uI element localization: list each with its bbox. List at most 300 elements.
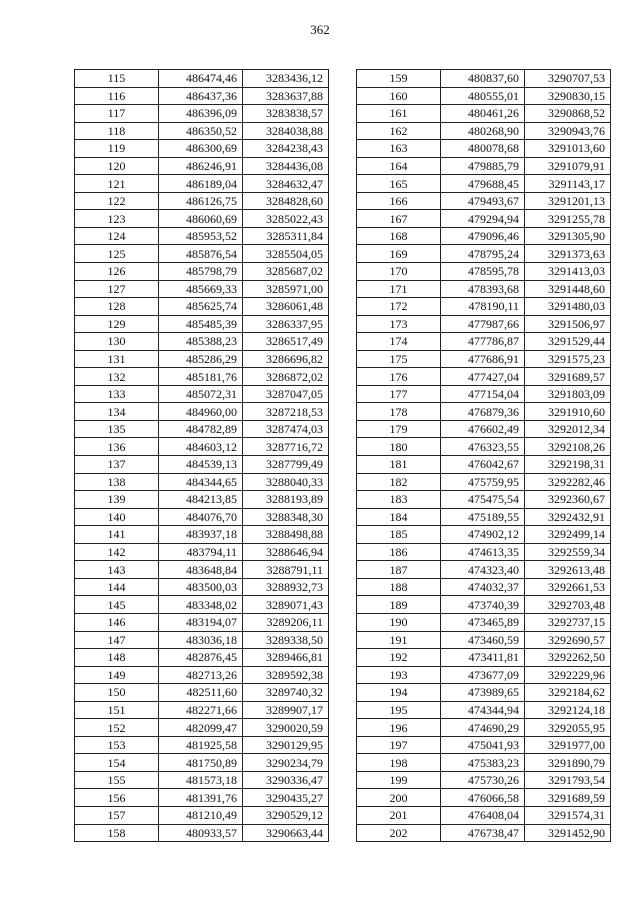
point-number-cell: 154 [75,754,159,772]
x-coordinate-cell: 481391,76 [159,789,243,807]
table-row [357,543,611,561]
table-row [75,420,329,438]
y-coordinate-cell: 3290868,52 [525,105,611,123]
x-coordinate-cell: 480268,90 [441,122,525,140]
x-coordinate-cell: 480933,57 [159,824,243,842]
table-row [357,806,611,824]
table-row [75,192,329,210]
table-row [357,385,611,403]
y-coordinate-cell: 3292613,48 [525,561,611,579]
point-number-cell: 196 [357,719,441,737]
y-coordinate-cell: 3284436,08 [243,157,329,175]
point-number-cell: 137 [75,456,159,474]
x-coordinate-cell: 473989,65 [441,684,525,702]
y-coordinate-cell: 3291506,97 [525,315,611,333]
table-row [357,456,611,474]
x-coordinate-cell: 480078,68 [441,140,525,158]
point-number-cell: 122 [75,192,159,210]
table-row [75,403,329,421]
x-coordinate-cell: 479294,94 [441,210,525,228]
x-coordinate-cell: 478393,68 [441,280,525,298]
x-coordinate-cell: 475730,26 [441,771,525,789]
point-number-cell: 136 [75,438,159,456]
point-number-cell: 129 [75,315,159,333]
y-coordinate-cell: 3292360,67 [525,491,611,509]
x-coordinate-cell: 484539,13 [159,456,243,474]
y-coordinate-cell: 3292432,91 [525,508,611,526]
x-coordinate-cell: 473740,39 [441,596,525,614]
point-number-cell: 177 [357,385,441,403]
coordinates-table-left [74,69,329,842]
y-coordinate-cell: 3292198,31 [525,456,611,474]
y-coordinate-cell: 3291803,09 [525,385,611,403]
table-row [357,175,611,193]
table-row [357,473,611,491]
table-row [75,806,329,824]
x-coordinate-cell: 485669,33 [159,280,243,298]
table-row [75,227,329,245]
point-number-cell: 132 [75,368,159,386]
x-coordinate-cell: 484960,00 [159,403,243,421]
x-coordinate-cell: 485798,79 [159,263,243,281]
point-number-cell: 153 [75,736,159,754]
table-row [75,543,329,561]
y-coordinate-cell: 3291529,44 [525,333,611,351]
y-coordinate-cell: 3292737,15 [525,613,611,631]
table-row [357,701,611,719]
x-coordinate-cell: 475189,55 [441,508,525,526]
y-coordinate-cell: 3290336,47 [243,771,329,789]
point-number-cell: 150 [75,684,159,702]
y-coordinate-cell: 3291452,90 [525,824,611,842]
y-coordinate-cell: 3291413,03 [525,263,611,281]
y-coordinate-cell: 3284038,88 [243,122,329,140]
y-coordinate-cell: 3289592,38 [243,666,329,684]
table-row [357,157,611,175]
table-row [75,701,329,719]
x-coordinate-cell: 486350,52 [159,122,243,140]
table-row [75,280,329,298]
x-coordinate-cell: 473677,09 [441,666,525,684]
point-number-cell: 184 [357,508,441,526]
y-coordinate-cell: 3290663,44 [243,824,329,842]
point-number-cell: 187 [357,561,441,579]
y-coordinate-cell: 3290943,76 [525,122,611,140]
y-coordinate-cell: 3288932,73 [243,578,329,596]
x-coordinate-cell: 480461,26 [441,105,525,123]
x-coordinate-cell: 476066,58 [441,789,525,807]
table-row [357,631,611,649]
y-coordinate-cell: 3292229,96 [525,666,611,684]
y-coordinate-cell: 3284238,43 [243,140,329,158]
x-coordinate-cell: 485625,74 [159,298,243,316]
x-coordinate-cell: 483500,03 [159,578,243,596]
point-number-cell: 182 [357,473,441,491]
y-coordinate-cell: 3288193,89 [243,491,329,509]
table-row [75,456,329,474]
table-row [357,70,611,88]
x-coordinate-cell: 483937,18 [159,526,243,544]
x-coordinate-cell: 481210,49 [159,806,243,824]
table-row [75,210,329,228]
point-number-cell: 186 [357,543,441,561]
x-coordinate-cell: 480555,01 [441,87,525,105]
point-number-cell: 174 [357,333,441,351]
table-row [75,385,329,403]
point-number-cell: 125 [75,245,159,263]
x-coordinate-cell: 482713,26 [159,666,243,684]
point-number-cell: 159 [357,70,441,88]
point-number-cell: 143 [75,561,159,579]
y-coordinate-cell: 3291143,17 [525,175,611,193]
y-coordinate-cell: 3291255,78 [525,210,611,228]
point-number-cell: 145 [75,596,159,614]
x-coordinate-cell: 475041,93 [441,736,525,754]
point-number-cell: 123 [75,210,159,228]
y-coordinate-cell: 3292703,48 [525,596,611,614]
y-coordinate-cell: 3290435,27 [243,789,329,807]
point-number-cell: 144 [75,578,159,596]
point-number-cell: 149 [75,666,159,684]
table-row [75,122,329,140]
table-row [75,473,329,491]
table-row [357,210,611,228]
x-coordinate-cell: 478795,24 [441,245,525,263]
y-coordinate-cell: 3286517,49 [243,333,329,351]
x-coordinate-cell: 474323,40 [441,561,525,579]
point-number-cell: 194 [357,684,441,702]
point-number-cell: 135 [75,420,159,438]
table-row [357,105,611,123]
y-coordinate-cell: 3289740,32 [243,684,329,702]
point-number-cell: 199 [357,771,441,789]
table-row [357,613,611,631]
point-number-cell: 178 [357,403,441,421]
table-row [357,192,611,210]
point-number-cell: 164 [357,157,441,175]
table-row [357,666,611,684]
y-coordinate-cell: 3291373,63 [525,245,611,263]
table-row [75,526,329,544]
point-number-cell: 117 [75,105,159,123]
y-coordinate-cell: 3291977,00 [525,736,611,754]
y-coordinate-cell: 3286872,02 [243,368,329,386]
point-number-cell: 142 [75,543,159,561]
point-number-cell: 170 [357,263,441,281]
x-coordinate-cell: 483794,11 [159,543,243,561]
y-coordinate-cell: 3291480,03 [525,298,611,316]
table-row [75,631,329,649]
y-coordinate-cell: 3288348,30 [243,508,329,526]
y-coordinate-cell: 3288040,33 [243,473,329,491]
point-number-cell: 131 [75,350,159,368]
x-coordinate-cell: 477154,04 [441,385,525,403]
x-coordinate-cell: 476042,67 [441,456,525,474]
x-coordinate-cell: 483194,07 [159,613,243,631]
point-number-cell: 201 [357,806,441,824]
y-coordinate-cell: 3289466,81 [243,649,329,667]
x-coordinate-cell: 486300,69 [159,140,243,158]
x-coordinate-cell: 482876,45 [159,649,243,667]
y-coordinate-cell: 3287474,03 [243,420,329,438]
table-row [357,438,611,456]
x-coordinate-cell: 475475,54 [441,491,525,509]
y-coordinate-cell: 3286337,95 [243,315,329,333]
y-coordinate-cell: 3292262,50 [525,649,611,667]
point-number-cell: 124 [75,227,159,245]
point-number-cell: 116 [75,87,159,105]
y-coordinate-cell: 3289206,11 [243,613,329,631]
table-row [75,157,329,175]
x-coordinate-cell: 483648,84 [159,561,243,579]
y-coordinate-cell: 3291574,31 [525,806,611,824]
coordinates-table-right [356,69,611,842]
table-row [75,140,329,158]
x-coordinate-cell: 485181,76 [159,368,243,386]
point-number-cell: 166 [357,192,441,210]
point-number-cell: 119 [75,140,159,158]
table-row [75,684,329,702]
x-coordinate-cell: 475759,95 [441,473,525,491]
table-row [75,245,329,263]
x-coordinate-cell: 475383,23 [441,754,525,772]
x-coordinate-cell: 476738,47 [441,824,525,842]
point-number-cell: 152 [75,719,159,737]
point-number-cell: 193 [357,666,441,684]
table-row [75,736,329,754]
y-coordinate-cell: 3292282,46 [525,473,611,491]
x-coordinate-cell: 481573,18 [159,771,243,789]
x-coordinate-cell: 476879,36 [441,403,525,421]
x-coordinate-cell: 485072,31 [159,385,243,403]
point-number-cell: 118 [75,122,159,140]
y-coordinate-cell: 3283838,57 [243,105,329,123]
y-coordinate-cell: 3283637,88 [243,87,329,105]
x-coordinate-cell: 476323,55 [441,438,525,456]
y-coordinate-cell: 3290020,59 [243,719,329,737]
x-coordinate-cell: 480837,60 [441,70,525,88]
y-coordinate-cell: 3284828,60 [243,192,329,210]
point-number-cell: 173 [357,315,441,333]
table-row [75,315,329,333]
x-coordinate-cell: 485388,23 [159,333,243,351]
point-number-cell: 171 [357,280,441,298]
x-coordinate-cell: 476408,04 [441,806,525,824]
table-row [357,350,611,368]
x-coordinate-cell: 484213,85 [159,491,243,509]
point-number-cell: 127 [75,280,159,298]
y-coordinate-cell: 3289907,17 [243,701,329,719]
y-coordinate-cell: 3287799,49 [243,456,329,474]
table-row [357,315,611,333]
y-coordinate-cell: 3285504,05 [243,245,329,263]
table-row [75,333,329,351]
y-coordinate-cell: 3291079,91 [525,157,611,175]
table-row [357,245,611,263]
x-coordinate-cell: 486246,91 [159,157,243,175]
point-number-cell: 138 [75,473,159,491]
table-row [75,596,329,614]
point-number-cell: 140 [75,508,159,526]
point-number-cell: 162 [357,122,441,140]
x-coordinate-cell: 481925,58 [159,736,243,754]
point-number-cell: 120 [75,157,159,175]
table-row [357,122,611,140]
point-number-cell: 151 [75,701,159,719]
point-number-cell: 156 [75,789,159,807]
table-row [357,491,611,509]
table-row [75,105,329,123]
table-row [75,719,329,737]
point-number-cell: 167 [357,210,441,228]
x-coordinate-cell: 479096,46 [441,227,525,245]
point-number-cell: 192 [357,649,441,667]
y-coordinate-cell: 3291201,13 [525,192,611,210]
point-number-cell: 126 [75,263,159,281]
y-coordinate-cell: 3292124,18 [525,701,611,719]
x-coordinate-cell: 478595,78 [441,263,525,281]
point-number-cell: 158 [75,824,159,842]
table-row [75,438,329,456]
table-row [357,298,611,316]
y-coordinate-cell: 3292661,53 [525,578,611,596]
x-coordinate-cell: 484344,65 [159,473,243,491]
table-row [75,754,329,772]
x-coordinate-cell: 484603,12 [159,438,243,456]
point-number-cell: 130 [75,333,159,351]
y-coordinate-cell: 3292499,14 [525,526,611,544]
point-number-cell: 200 [357,789,441,807]
x-coordinate-cell: 482271,66 [159,701,243,719]
x-coordinate-cell: 474344,94 [441,701,525,719]
table-row [357,403,611,421]
point-number-cell: 185 [357,526,441,544]
point-number-cell: 148 [75,649,159,667]
y-coordinate-cell: 3291689,59 [525,789,611,807]
table-row [357,596,611,614]
point-number-cell: 163 [357,140,441,158]
x-coordinate-cell: 474613,35 [441,543,525,561]
point-number-cell: 165 [357,175,441,193]
table-row [357,754,611,772]
x-coordinate-cell: 485286,29 [159,350,243,368]
point-number-cell: 139 [75,491,159,509]
table-row [357,140,611,158]
table-row [357,719,611,737]
x-coordinate-cell: 485953,52 [159,227,243,245]
table-row [75,298,329,316]
table-row [357,736,611,754]
x-coordinate-cell: 486474,46 [159,70,243,88]
table-row [75,613,329,631]
point-number-cell: 188 [357,578,441,596]
point-number-cell: 189 [357,596,441,614]
table-row [75,87,329,105]
point-number-cell: 180 [357,438,441,456]
x-coordinate-cell: 477987,66 [441,315,525,333]
point-number-cell: 181 [357,456,441,474]
point-number-cell: 146 [75,613,159,631]
point-number-cell: 191 [357,631,441,649]
table-row [75,771,329,789]
y-coordinate-cell: 3285311,84 [243,227,329,245]
y-coordinate-cell: 3289338,50 [243,631,329,649]
point-number-cell: 175 [357,350,441,368]
point-number-cell: 141 [75,526,159,544]
table-row [357,420,611,438]
table-row [357,578,611,596]
table-row [75,350,329,368]
point-number-cell: 121 [75,175,159,193]
y-coordinate-cell: 3285687,02 [243,263,329,281]
point-number-cell: 160 [357,87,441,105]
y-coordinate-cell: 3292012,34 [525,420,611,438]
point-number-cell: 155 [75,771,159,789]
y-coordinate-cell: 3291910,60 [525,403,611,421]
table-row [357,649,611,667]
table-row [75,578,329,596]
y-coordinate-cell: 3291890,79 [525,754,611,772]
point-number-cell: 133 [75,385,159,403]
point-number-cell: 169 [357,245,441,263]
table-row [357,508,611,526]
x-coordinate-cell: 478190,11 [441,298,525,316]
table-row [357,368,611,386]
y-coordinate-cell: 3287047,05 [243,385,329,403]
table-row [357,526,611,544]
y-coordinate-cell: 3285971,00 [243,280,329,298]
x-coordinate-cell: 486396,09 [159,105,243,123]
y-coordinate-cell: 3290830,15 [525,87,611,105]
y-coordinate-cell: 3287218,53 [243,403,329,421]
point-number-cell: 183 [357,491,441,509]
point-number-cell: 161 [357,105,441,123]
x-coordinate-cell: 477427,04 [441,368,525,386]
y-coordinate-cell: 3287716,72 [243,438,329,456]
x-coordinate-cell: 486126,75 [159,192,243,210]
table-row [75,263,329,281]
table-row [75,491,329,509]
y-coordinate-cell: 3289071,43 [243,596,329,614]
y-coordinate-cell: 3288498,88 [243,526,329,544]
y-coordinate-cell: 3291793,54 [525,771,611,789]
y-coordinate-cell: 3292559,34 [525,543,611,561]
x-coordinate-cell: 483348,02 [159,596,243,614]
table-row [75,70,329,88]
point-number-cell: 115 [75,70,159,88]
y-coordinate-cell: 3286061,48 [243,298,329,316]
x-coordinate-cell: 477686,91 [441,350,525,368]
point-number-cell: 202 [357,824,441,842]
x-coordinate-cell: 479885,79 [441,157,525,175]
coordinates-table-left-body [75,70,329,842]
x-coordinate-cell: 486060,69 [159,210,243,228]
table-row [75,666,329,684]
x-coordinate-cell: 473465,89 [441,613,525,631]
x-coordinate-cell: 474690,29 [441,719,525,737]
y-coordinate-cell: 3291575,23 [525,350,611,368]
x-coordinate-cell: 486189,04 [159,175,243,193]
point-number-cell: 195 [357,701,441,719]
table-row [357,771,611,789]
table-row [357,789,611,807]
table-row [75,175,329,193]
y-coordinate-cell: 3284632,47 [243,175,329,193]
y-coordinate-cell: 3290707,53 [525,70,611,88]
point-number-cell: 172 [357,298,441,316]
point-number-cell: 134 [75,403,159,421]
coordinates-table-right-body [357,70,611,842]
